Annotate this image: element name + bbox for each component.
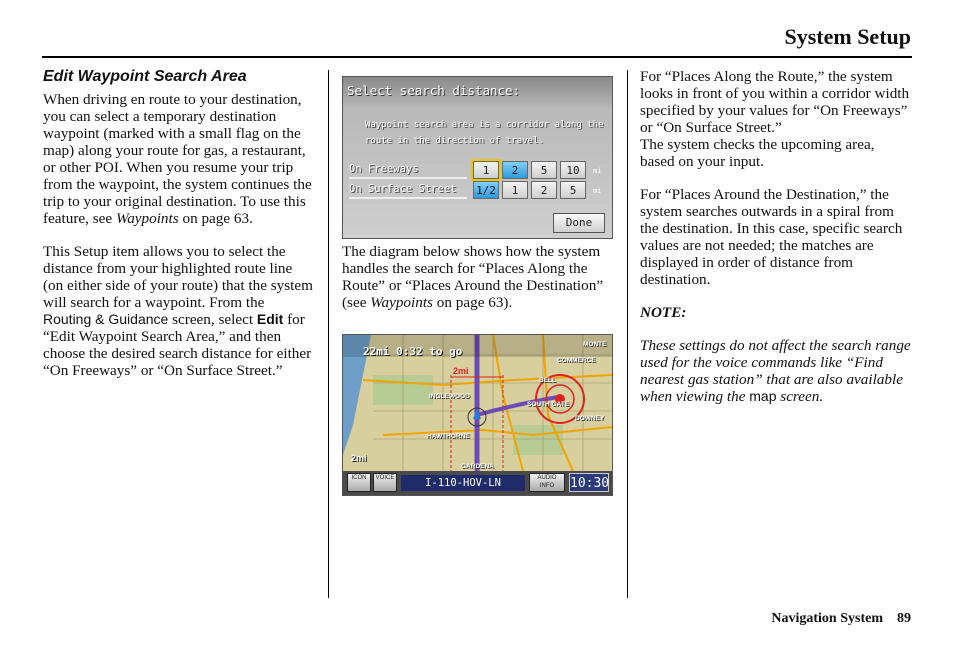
- freeway-unit: mi: [593, 167, 602, 175]
- audio-info-button[interactable]: AUDIO INFO: [529, 473, 565, 492]
- waypoints-reference: Waypoints: [370, 294, 433, 311]
- on-freeways-label: On Freeways: [349, 163, 467, 179]
- note-heading: NOTE:: [640, 304, 687, 321]
- screen-description: Waypoint search area is a corridor along the route in the direction of travel.: [365, 120, 604, 146]
- select-search-distance-screen: [342, 76, 613, 239]
- freeway-option-5[interactable]: 5: [531, 161, 557, 179]
- map-label-commerce: COMMERCE: [557, 357, 596, 364]
- surface-unit: mi: [593, 187, 602, 195]
- screen-title: Select search distance:: [347, 83, 521, 98]
- paragraph-intro: When driving en route to your destination, you can select a temporary destination waypoint (marked with a small flag on the map) along your route for gas, a restaurant, or other POI. When you resume your trip from the waypoint, the system continues the trip to your original destination. To use this feature, see Waypoints on page 63.: [43, 91, 312, 227]
- waypoints-reference: Waypoints: [115, 210, 179, 227]
- done-button[interactable]: Done: [553, 213, 605, 233]
- current-road-name: I-110-HOV-LN: [401, 475, 525, 491]
- paragraph-setup: This Setup item allows you to select the distance from your highlighted route line (on either side of your route) that the system will search for a waypoint. From the Routing & Guidance screen, select Edit for “Edit Waypoint Search Area,” and then choose the desired search distance for either “On Freeways” or “On Surface Street.”: [43, 243, 313, 379]
- map-label-gardena: GARDENA: [461, 463, 494, 470]
- note-body: These settings do not affect the search range used for the voice commands like “Find nearest gas station” that are also available when viewing the map screen.: [640, 337, 911, 405]
- page-number: 89: [897, 611, 911, 626]
- freeway-option-10[interactable]: 10: [560, 161, 586, 179]
- surface-option-2[interactable]: 2: [531, 181, 557, 199]
- column-right: [640, 68, 912, 421]
- column-divider: [328, 70, 329, 598]
- surface-option-half[interactable]: 1/2: [473, 181, 499, 199]
- footer-section: Navigation System: [771, 611, 883, 626]
- surface-option-1[interactable]: 1: [502, 181, 528, 199]
- section-heading: Edit Waypoint Search Area: [43, 68, 247, 85]
- corridor-width-label: 2mi: [453, 366, 469, 376]
- clock-display: 10:30: [569, 473, 609, 492]
- map-label-inglewood: INGLEWOOD: [429, 393, 470, 400]
- page-title: System Setup: [784, 24, 911, 49]
- icon-button[interactable]: ICON: [347, 473, 371, 492]
- edit-ui-term: Edit: [256, 311, 284, 327]
- freeway-option-2[interactable]: 2: [502, 161, 528, 179]
- paragraph-upcoming-area: The system checks the upcoming area, based on your input.: [640, 136, 875, 170]
- title-rule: [42, 56, 912, 58]
- voice-button[interactable]: VOICE: [373, 473, 397, 492]
- paragraph-along-route: For “Places Along the Route,” the system looks in front of you within a corridor width specified by your values for “On Freeways” or “On Surface Street.”: [640, 68, 910, 136]
- surface-option-5[interactable]: 5: [560, 181, 586, 199]
- routing-guidance-ui-term: Routing & Guidance: [43, 311, 169, 327]
- paragraph-around-destination: For “Places Around the Destination,” the system searches outwards in a spiral from the destination. In this case, specific search values are not needed; the matches are displayed in order of distance from destination.: [640, 186, 903, 288]
- navigation-map-screen: [342, 334, 613, 496]
- trip-summary: 22mi 0:32 to go: [363, 345, 463, 358]
- freeway-option-1[interactable]: 1: [473, 161, 499, 179]
- page-footer: [771, 611, 911, 627]
- column-left: [43, 68, 315, 395]
- map-label-bell: BELL: [539, 377, 556, 384]
- map-label-hawthorne: HAWTHORNE: [427, 433, 470, 440]
- map-scale: 2mi: [351, 453, 367, 463]
- map-label-downey: DOWNEY: [575, 415, 605, 422]
- column-divider: [627, 70, 628, 598]
- diagram-caption: The diagram below shows how the system handles the search for “Places Along the Route” or “Places Around the Destination” (see Waypoints on page 63).: [342, 243, 604, 311]
- map-label-monte: MONTE: [583, 341, 607, 348]
- on-surface-street-label: On Surface Street: [349, 183, 467, 199]
- map-ui-term: map: [749, 388, 777, 404]
- map-label-south-gate: SOUTH GATE: [527, 401, 570, 408]
